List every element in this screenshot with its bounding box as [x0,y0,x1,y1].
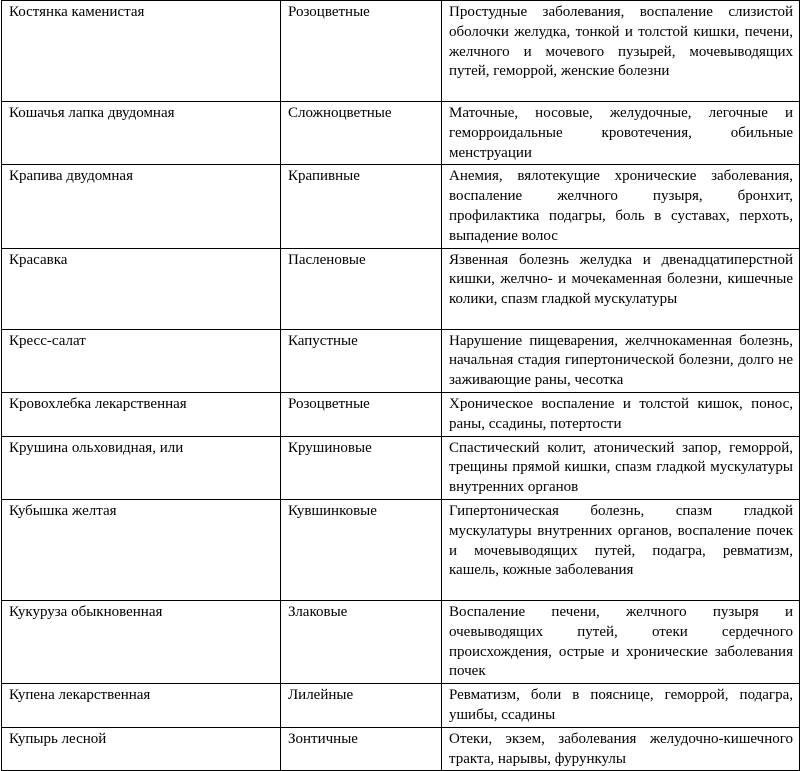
plant-use-cell: Гипертоническая болезнь, спазм гладкой мускулатуры внутренних органов, воспаление почек и мочевыводящих путей, подагра, ревматизм, кашель, кожные заболевания [442,499,800,600]
table-row [2,392,800,436]
plant-name-cell: Кресс-салат [2,329,281,392]
table-row [2,1,800,102]
plant-family-cell: Сложноцветные [281,102,442,165]
table-row [2,499,800,600]
plant-family-cell: Розоцветные [281,392,442,436]
plant-use-cell: Язвенная болезнь желудка и двенадцатиперстной кишки, желчно- и мочекаменная болезни, кишечные колики, спазм гладкой мускулатуры [442,248,800,329]
plant-name-cell: Кровохлебка лекарственная [2,392,281,436]
plant-use-cell: Маточные, носовые, желудочные, легочные и геморроидальные кровотечения, обильные менструации [442,102,800,165]
table-row [2,248,800,329]
plant-use-cell: Отеки, экзем, заболевания желудочно-кишечного тракта, нарывы, фурункулы [442,727,800,771]
table-row [2,600,800,683]
plant-family-cell: Крапивные [281,165,442,248]
plant-name-cell: Крапива двудомная [2,165,281,248]
plant-name-cell: Кубышка желтая [2,499,281,600]
plant-use-cell: Ревматизм, боли в пояснице, геморрой, подагра, ушибы, ссадины [442,684,800,728]
plant-family-cell: Пасленовые [281,248,442,329]
plant-use-cell: Анемия, вялотекущие хронические заболевания, воспаление желчного пузыря, бронхит, профилактика подагры, боль в суставах, перхоть, выпадение волос [442,165,800,248]
plant-family-cell: Крушиновые [281,436,442,499]
plant-name-cell: Купырь лесной [2,727,281,771]
plant-use-cell: Нарушение пищеварения, желчнокаменная болезнь, начальная стадия гипертонической болезни, долго не заживающие раны, чесотка [442,329,800,392]
plant-family-cell: Розоцветные [281,1,442,102]
table-row [2,102,800,165]
table-row [2,329,800,392]
plant-use-cell: Хроническое воспаление и толстой кишок, понос, раны, ссадины, потертости [442,392,800,436]
plant-name-cell: Кукуруза обыкновенная [2,600,281,683]
plant-name-cell: Купена лекарственная [2,684,281,728]
plant-family-cell: Злаковые [281,600,442,683]
plant-name-cell: Кошачья лапка двудомная [2,102,281,165]
plant-family-cell: Капустные [281,329,442,392]
plant-use-cell: Простудные заболевания, воспаление слизистой оболочки желудка, тонкой и толстой кишки, печени, желчного и мочевого пузырей, мочевыводящих путей, геморрой, женские болезни [442,1,800,102]
plant-name-cell: Костянка каменистая [2,1,281,102]
table-row [2,165,800,248]
plant-use-cell: Воспаление печени, желчного пузыря и очевыводящих путей, отеки сердечного происхождения, острые и хронические заболевания почек [442,600,800,683]
table-row [2,684,800,728]
plant-use-cell: Спастический колит, атонический запор, геморрой, трещины прямой кишки, спазм гладкой мускулатуры внутренних органов [442,436,800,499]
table-row [2,436,800,499]
table-row [2,727,800,771]
plant-family-cell: Кувшинковые [281,499,442,600]
plant-name-cell: Крушина ольховидная, или [2,436,281,499]
medicinal-plants-table [1,0,800,771]
plant-family-cell: Зонтичные [281,727,442,771]
plant-name-cell: Красавка [2,248,281,329]
plant-family-cell: Лилейные [281,684,442,728]
